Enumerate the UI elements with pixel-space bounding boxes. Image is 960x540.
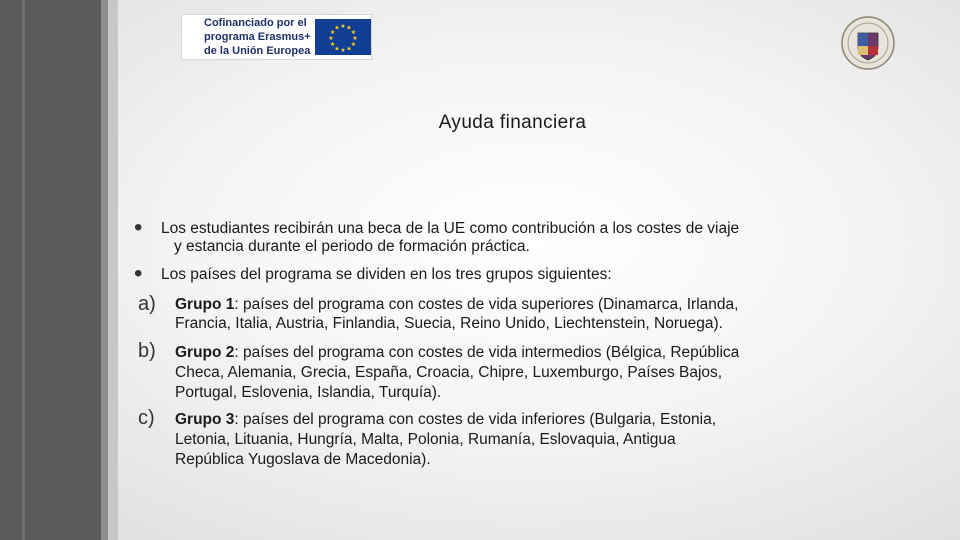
group-text: : países del programa con costes de vida superiores (Dinamarca, Irlanda, [234,296,739,313]
svg-text:★: ★ [346,24,352,32]
svg-text:★: ★ [346,45,352,53]
group-text: : países del programa con costes de vida intermedios (Bélgica, República [234,344,740,361]
erasmus-logo [181,14,372,60]
bullet-line: y estancia durante el periodo de formación práctica. [174,238,530,255]
svg-text:★: ★ [328,35,334,42]
svg-text:★: ★ [350,29,357,36]
bullet-icon: • [134,214,143,241]
erasmus-logo-line: de la Unión Europea [204,45,311,57]
group-line: República Yugoslava de Macedonia). [175,451,431,468]
group-line: Portugal, Eslovenia, Islandia, Turquía). [175,384,442,401]
erasmus-logo-line: programa Erasmus+ [204,31,311,43]
svg-text:★: ★ [340,47,346,54]
group-line: Checa, Alemania, Grecia, España, Croacia, Chipre, Luxemburgo, Países Bajos, [175,364,723,381]
slide-title: Ayuda financiera [438,112,587,133]
left-decor-stripe [0,0,101,540]
group-first-line [175,344,739,362]
group-first-line [175,411,716,429]
bullet-line: Los países del programa se dividen en los tres grupos siguientes: [161,266,612,283]
group-line: Letonia, Lituania, Hungría, Malta, Polonia, Rumanía, Eslovaquia, Antigua [175,431,676,448]
bullet-icon: • [134,260,143,287]
svg-text:★: ★ [334,24,340,32]
erasmus-logo-line: Cofinanciado por el [204,17,307,29]
group-text: : países del programa con costes de vida inferiores (Bulgaria, Estonia, [234,411,717,428]
institution-seal-icon [841,16,895,70]
svg-text:★: ★ [350,41,357,48]
svg-text:★: ★ [352,35,358,42]
list-marker: a) [138,293,156,315]
svg-text:★: ★ [329,41,336,48]
svg-text:★: ★ [329,29,336,36]
erasmus-logo-text [182,16,313,58]
group-line: Francia, Italia, Austria, Finlandia, Suecia, Reino Unido, Liechtenstein, Noruega). [175,315,723,332]
bullet-line: Los estudiantes recibirán una beca de la UE como contribución a los costes de viaje [161,220,740,237]
group-first-line [175,296,738,314]
svg-text:★: ★ [340,23,346,30]
list-marker: b) [138,340,156,362]
list-marker: c) [138,407,155,429]
group-label: Grupo 2 [175,344,235,361]
group-label: Grupo 3 [175,411,235,428]
group-label: Grupo 1 [175,296,235,313]
eu-flag-icon [315,19,371,55]
left-decor-stripe-mid [101,0,108,540]
left-decor-stripe-light [108,0,118,540]
svg-text:★: ★ [334,45,340,53]
